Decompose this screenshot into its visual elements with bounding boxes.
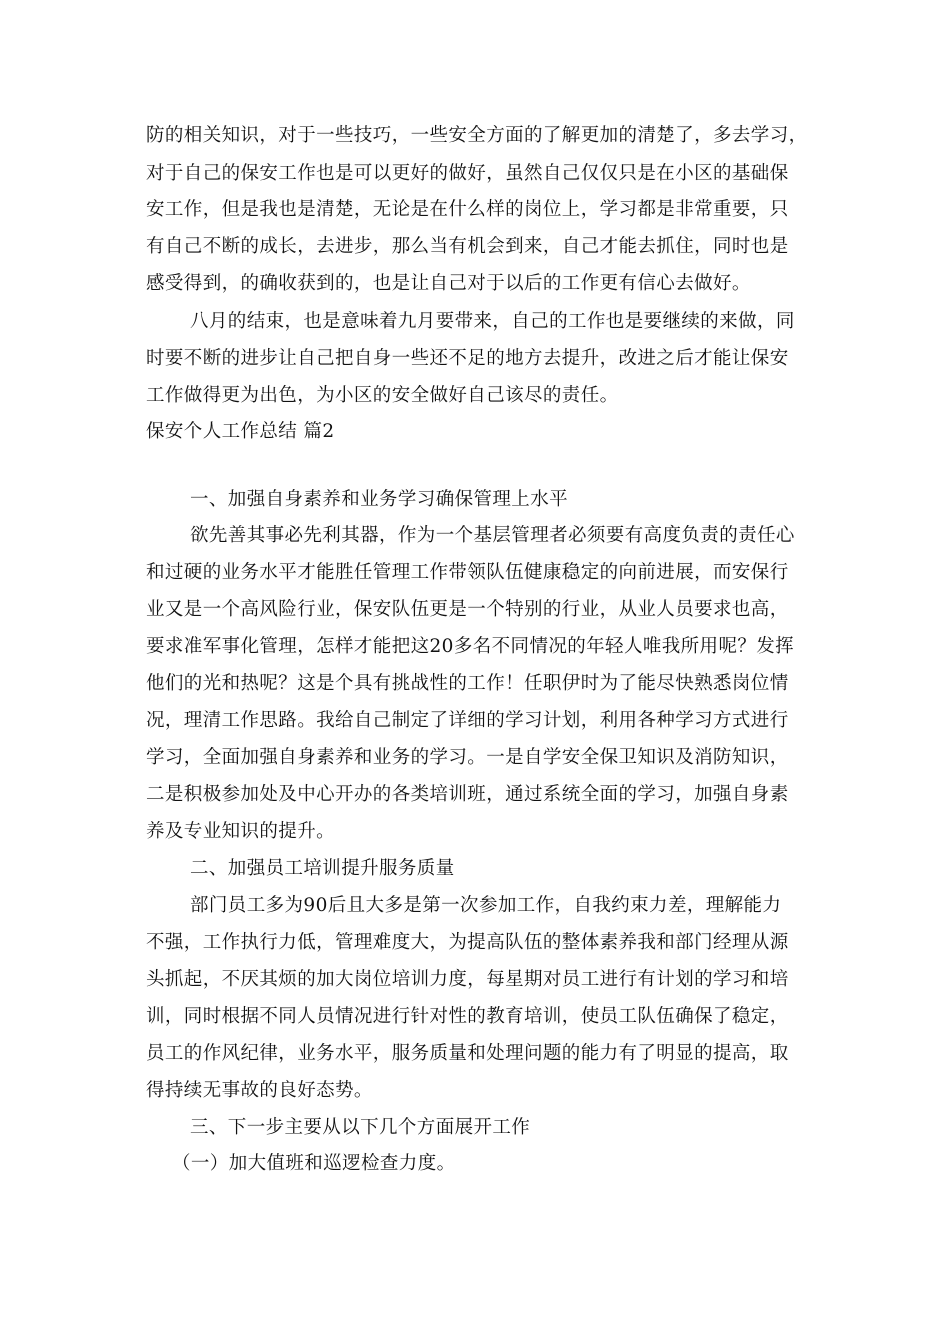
- subheading-1: （一）加大值班和巡逻检查力度。: [172, 1153, 456, 1174]
- paragraph-3-line-9: 养及专业知识的提升。: [146, 821, 336, 842]
- paragraph-3-line-2: 和过硬的业务水平才能胜任管理工作带领队伍健康稳定的向前进展，而安保行: [146, 562, 789, 583]
- section-title: 保安个人工作总结 篇2: [146, 421, 335, 442]
- paragraph-3-line-8: 二是积极参加处及中心开办的各类培训班，通过系统全面的学习，加强自身素: [146, 784, 789, 805]
- heading-3: 三、下一步主要从以下几个方面展开工作: [190, 1117, 531, 1138]
- heading-1: 一、加强自身素养和业务学习确保管理上水平: [190, 489, 569, 510]
- paragraph-4-line-2: 不强，工作执行力低，管理难度大，为提高队伍的整体素养我和部门经理从源: [146, 932, 789, 953]
- paragraph-4-line-3: 头抓起，不厌其烦的加大岗位培训力度，每星期对员工进行有计划的学习和培: [146, 969, 789, 990]
- paragraph-1-line-5: 感受得到，的确收获到的，也是让自己对于以后的工作更有信心去做好。: [146, 273, 751, 294]
- paragraph-1-line-2: 对于自己的保安工作也是可以更好的做好，虽然自己仅仅只是在小区的基础保: [146, 163, 789, 184]
- paragraph-2-line-3: 工作做得更为出色，为小区的安全做好自己该尽的责任。: [146, 385, 619, 406]
- paragraph-3-line-4: 要求准军事化管理，怎样才能把这20多名不同情况的年轻人唯我所用呢？发挥: [146, 636, 795, 657]
- paragraph-2-line-2: 时要不断的进步让自己把自身一些还不足的地方去提升，改进之后才能让保安: [146, 348, 789, 369]
- paragraph-4-line-5: 员工的作风纪律，业务水平，服务质量和处理问题的能力有了明显的提高，取: [146, 1043, 789, 1064]
- paragraph-3-line-6: 况，理清工作思路。我给自己制定了详细的学习计划，利用各种学习方式进行: [146, 710, 789, 731]
- paragraph-3-line-3: 业又是一个高风险行业，保安队伍更是一个特别的行业，从业人员要求也高，: [146, 599, 789, 620]
- paragraph-4-line-4: 训，同时根据不同人员情况进行针对性的教育培训，使员工队伍确保了稳定，: [146, 1006, 789, 1027]
- paragraph-1-line-4: 有自己不断的成长，去进步，那么当有机会到来，自己才能去抓住，同时也是: [146, 236, 789, 257]
- paragraph-1-line-3: 安工作，但是我也是清楚，无论是在什么样的岗位上，学习都是非常重要，只: [146, 199, 789, 220]
- paragraph-1-line-1: 防的相关知识，对于一些技巧，一些安全方面的了解更加的清楚了，多去学习，: [146, 125, 808, 146]
- paragraph-3-line-7: 学习，全面加强自身素养和业务的学习。一是自学安全保卫知识及消防知识，: [146, 747, 789, 768]
- paragraph-4-line-1: 部门员工多为90后且大多是第一次参加工作，自我约束力差，理解能力: [190, 895, 782, 916]
- paragraph-4-line-6: 得持续无事故的良好态势。: [146, 1080, 373, 1101]
- paragraph-3-line-5: 他们的光和热呢？这是个具有挑战性的工作！任职伊时为了能尽快熟悉岗位情: [146, 673, 789, 694]
- paragraph-2-line-1: 八月的结束，也是意味着九月要带来，自己的工作也是要继续的来做，同: [190, 311, 795, 332]
- heading-2: 二、加强员工培训提升服务质量: [190, 858, 455, 879]
- paragraph-3-line-1: 欲先善其事必先利其器，作为一个基层管理者必须要有高度负责的责任心: [190, 525, 795, 546]
